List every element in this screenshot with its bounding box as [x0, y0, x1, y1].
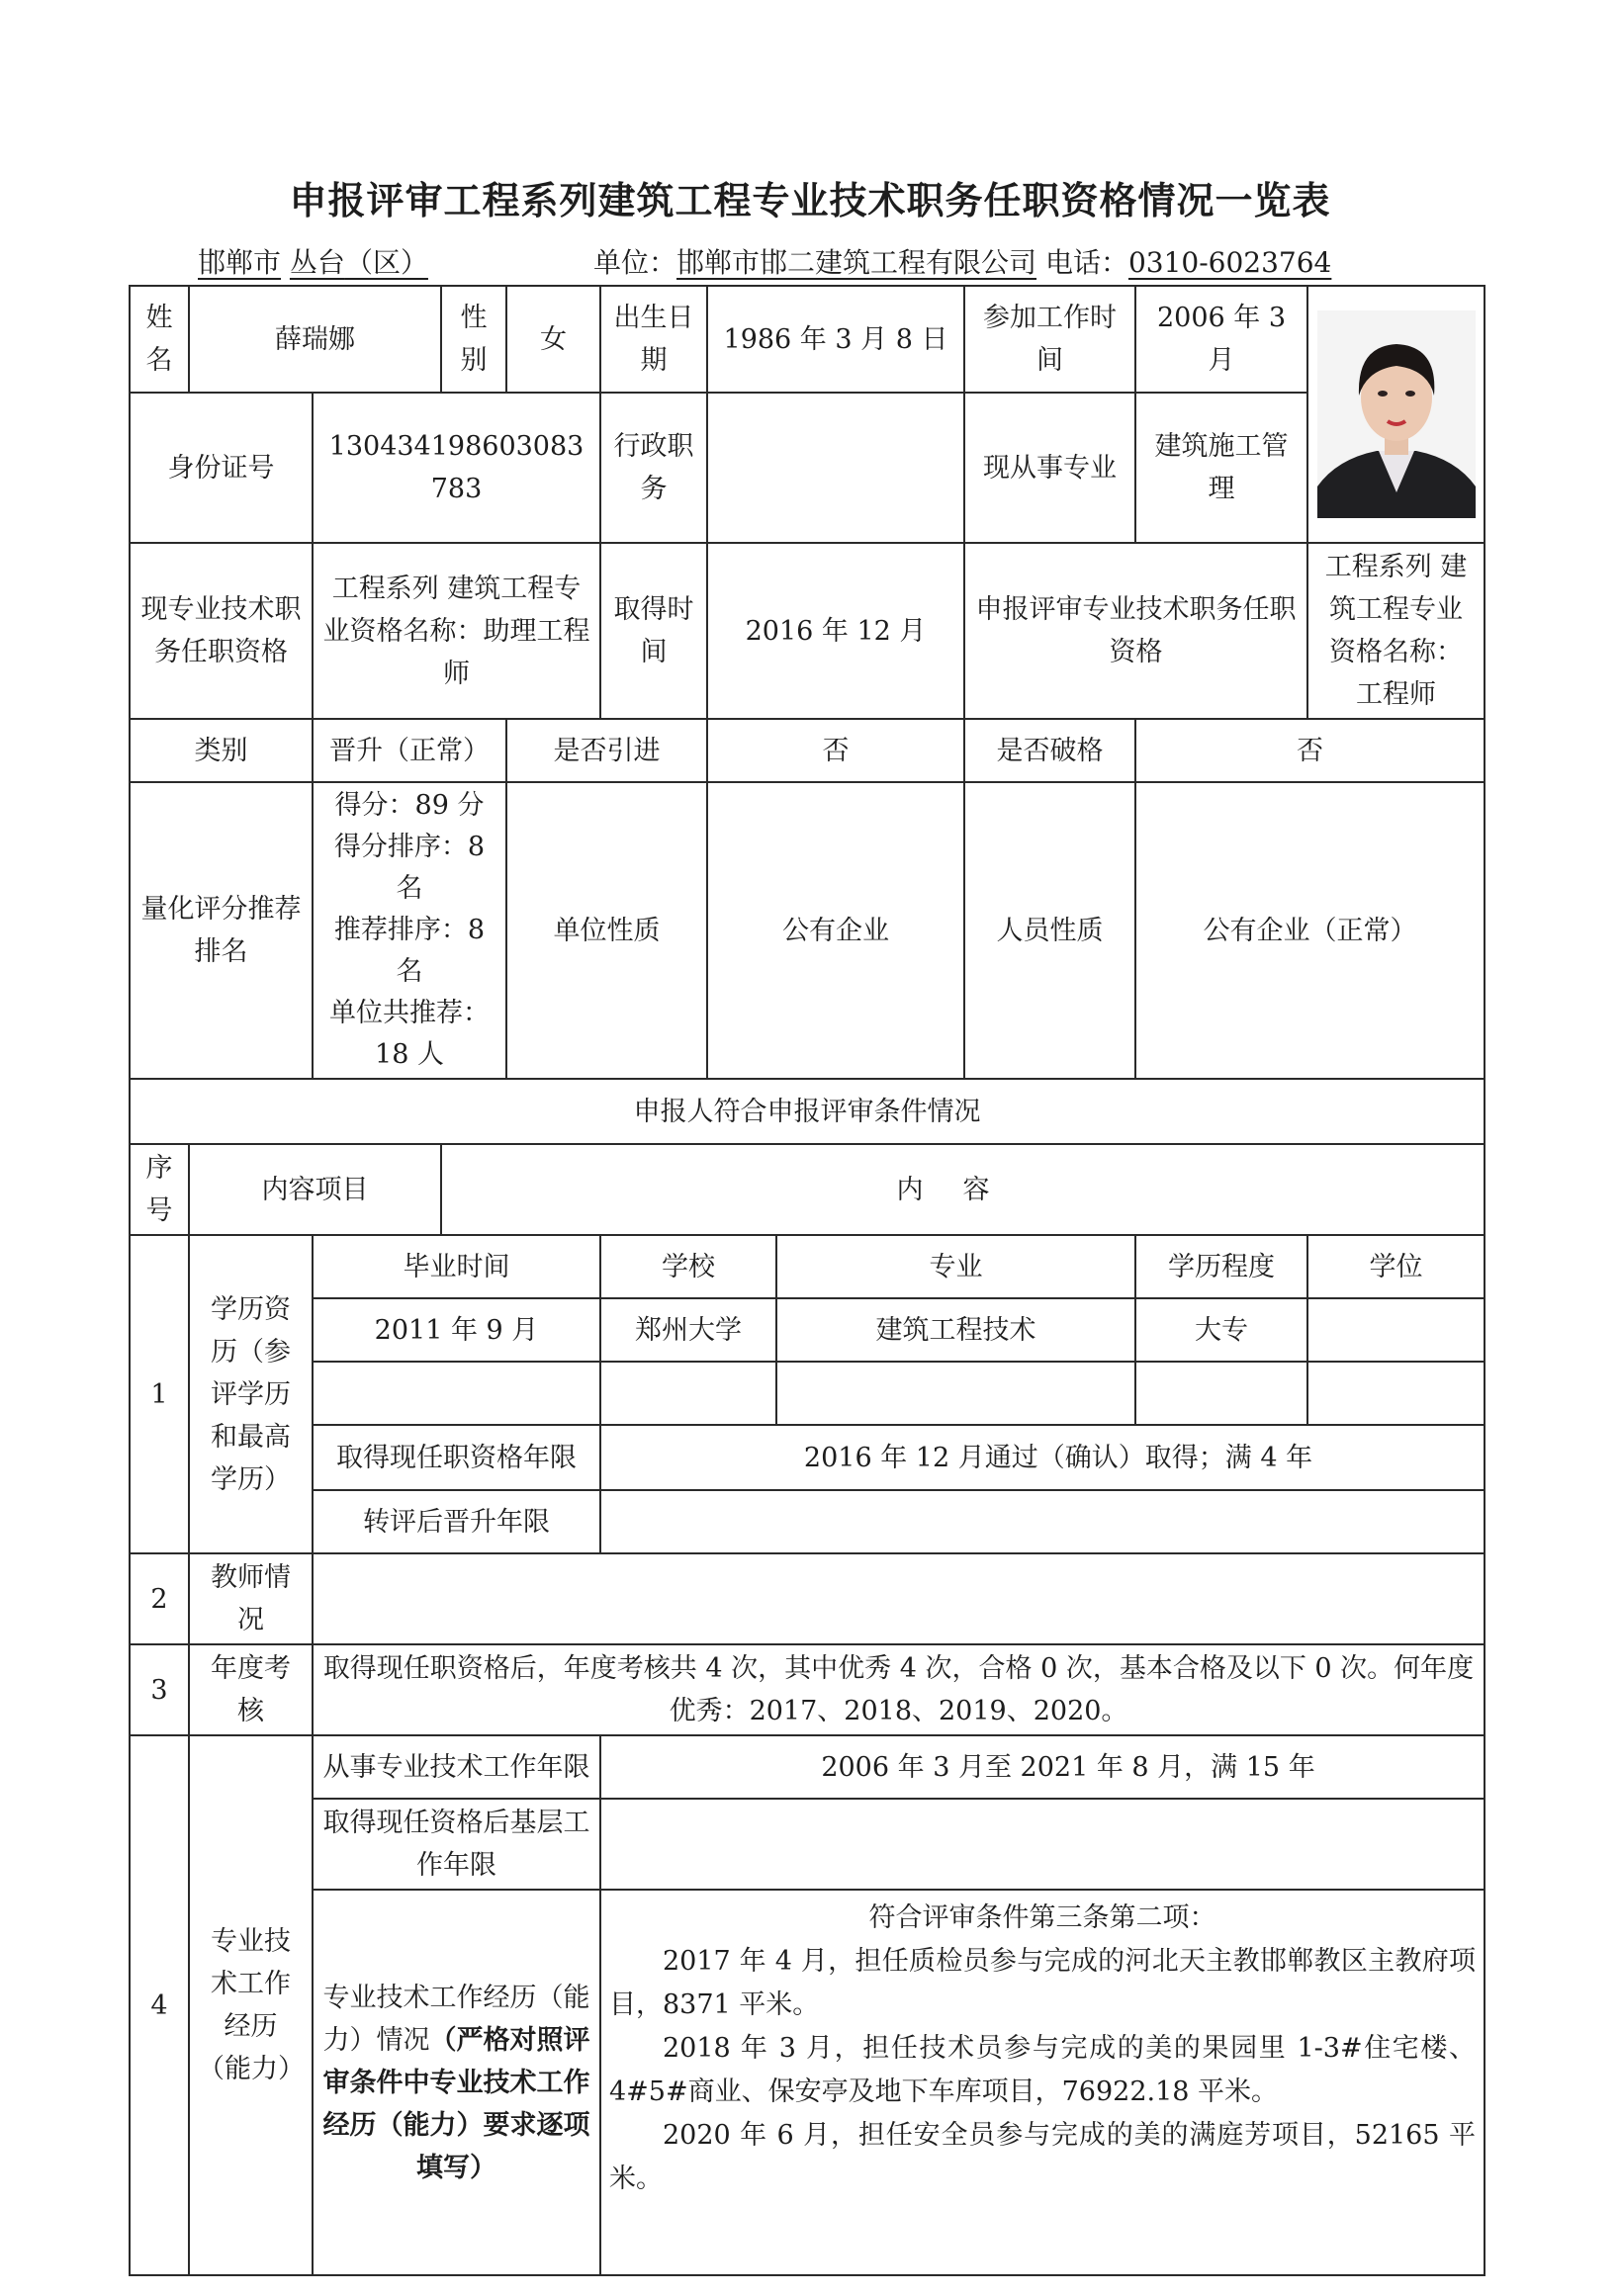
edu-school-empty — [600, 1362, 776, 1425]
row-qual-years — [130, 1425, 1485, 1490]
experience-label: 专业技术工作经历（能力） — [189, 1735, 313, 2275]
row-title — [130, 543, 1485, 719]
apply-title-value: 工程系列 建筑工程专业 资格名称：工程师 — [1307, 543, 1485, 719]
person-nature-label: 人员性质 — [964, 782, 1135, 1079]
row-teacher — [130, 1553, 1485, 1644]
work-start-value: 2006 年 3 月 — [1135, 286, 1307, 393]
unit-name: 邯郸市邯二建筑工程有限公司 — [676, 246, 1037, 279]
id-value: 130434198603083783 — [313, 393, 600, 543]
edu-school: 郑州大学 — [600, 1298, 776, 1362]
score-label: 量化评分推荐排名 — [130, 782, 313, 1079]
experience-detail-content — [600, 1890, 1485, 2275]
edu-degree-empty — [1307, 1362, 1485, 1425]
district: 丛台 — [289, 246, 345, 279]
experience-item: 2020 年 6 月，担任安全员参与完成的美的满庭芳项目，52165 平米。 — [609, 2120, 1477, 2194]
city-line — [198, 243, 428, 283]
current-title-label: 现专业技术职务任职资格 — [130, 543, 313, 719]
row-annual — [130, 1644, 1485, 1735]
row-conditions-header — [130, 1144, 1485, 1235]
edu-graduation-empty — [313, 1362, 600, 1425]
row-experience-detail — [130, 1890, 1485, 2275]
qual-years-label: 取得现任职资格年限 — [313, 1425, 600, 1490]
current-title-value: 工程系列 建筑工程专业资格名称：助理工程师 — [313, 543, 600, 719]
experience-detail-label-b: （严格对照评审条件中专业技术工作经历（能力）要求逐项填写） — [322, 2024, 590, 2183]
teacher-label: 教师情况 — [189, 1553, 313, 1644]
row-id — [130, 393, 1485, 543]
birth-value: 1986 年 3 月 8 日 — [707, 286, 964, 393]
experience-item: 2018 年 3 月，担任技术员参与完成的美的果园里 1-3#住宅楼、4#5#商业、保安亭及地下车库项目，76922.18 平米。 — [609, 2033, 1477, 2107]
experience-item: 2017 年 4 月，担任质检员参与完成的河北天主教邯郸教区主教府项目，8371 平米。 — [609, 1946, 1477, 2020]
edu-header-degree: 学位 — [1307, 1235, 1485, 1298]
row-grassroots — [130, 1799, 1485, 1890]
experience-no: 4 — [130, 1735, 189, 2275]
row-name — [130, 286, 1485, 393]
exception-label: 是否破格 — [964, 719, 1135, 782]
annual-label: 年度考核 — [189, 1644, 313, 1735]
score-rank: 得分排序：8 名 — [333, 832, 486, 904]
annual-no: 3 — [130, 1644, 189, 1735]
phone-number: 0310-6023764 — [1127, 246, 1332, 279]
obtain-value: 2016 年 12 月 — [707, 543, 964, 719]
admin-label: 行政职务 — [600, 393, 707, 543]
row-category — [130, 719, 1485, 782]
edu-graduation: 2011 年 9 月 — [313, 1298, 600, 1362]
teacher-no: 2 — [130, 1553, 189, 1644]
name-value: 薛瑞娜 — [189, 286, 441, 393]
work-years-value: 2006 年 3 月至 2021 年 8 月，满 15 年 — [600, 1735, 1485, 1799]
exception-value: 否 — [1135, 719, 1485, 782]
portrait-photo — [1317, 310, 1476, 518]
row-transfer — [130, 1490, 1485, 1553]
category-value: 晋升（正常） — [313, 719, 506, 782]
city: 邯郸市 — [198, 246, 282, 279]
category-label: 类别 — [130, 719, 313, 782]
gender-value: 女 — [506, 286, 600, 393]
transfer-value — [600, 1490, 1485, 1553]
name-label: 姓名 — [130, 286, 189, 393]
edu-header-major: 专业 — [776, 1235, 1135, 1298]
grassroots-label: 取得现任资格后基层工作年限 — [313, 1799, 600, 1890]
birth-label: 出生日期 — [600, 286, 707, 393]
recommend-total: 单位共推荐：18 人 — [329, 998, 490, 1070]
unit-nature-value: 公有企业 — [707, 782, 964, 1079]
apply-title-label: 申报评审专业技术职务任职资格 — [964, 543, 1307, 719]
unit-nature-label: 单位性质 — [506, 782, 707, 1079]
row-edu-header — [130, 1235, 1485, 1298]
page-title: 申报评审工程系列建筑工程专业技术职务任职资格情况一览表 — [289, 179, 1331, 222]
section-title: 申报人符合申报评审条件情况 — [130, 1079, 1485, 1144]
row-score — [130, 782, 1485, 1079]
unit-label: 单位： — [593, 246, 677, 279]
id-label: 身份证号 — [130, 393, 313, 543]
score-block — [313, 782, 506, 1079]
qual-years-value: 2016 年 12 月通过（确认）取得；满 4 年 — [600, 1425, 1485, 1490]
qualification-table — [129, 285, 1485, 2276]
edu-label: 学历资历（参评学历和最高学历） — [189, 1235, 313, 1553]
content-label: 内容 — [441, 1144, 1485, 1235]
major-label: 现从事专业 — [964, 393, 1135, 543]
unit-line — [593, 243, 1331, 283]
introduced-value: 否 — [707, 719, 964, 782]
photo-cell — [1307, 286, 1485, 543]
edu-row-empty — [130, 1362, 1485, 1425]
item-label: 内容项目 — [189, 1144, 441, 1235]
edu-row — [130, 1298, 1485, 1362]
district-suffix: （区） — [344, 246, 428, 279]
annual-value: 取得现任职资格后，年度考核共 4 次，其中优秀 4 次，合格 0 次，基本合格及以下 0 次。何年度优秀：2017、2018、2019、2020。 — [313, 1644, 1485, 1735]
obtain-label: 取得时间 — [600, 543, 707, 719]
phone-label: 电话： — [1044, 246, 1128, 279]
edu-header-degree-level: 学历程度 — [1135, 1235, 1307, 1298]
transfer-label: 转评后晋升年限 — [313, 1490, 600, 1553]
experience-detail-label — [313, 1890, 600, 2275]
work-years-label: 从事专业技术工作年限 — [313, 1735, 600, 1799]
score-value: 得分：89 分 — [334, 790, 485, 821]
admin-value — [707, 393, 964, 543]
edu-major: 建筑工程技术 — [776, 1298, 1135, 1362]
introduced-label: 是否引进 — [506, 719, 707, 782]
recommend-rank: 推荐排序：8 名 — [333, 915, 486, 987]
row-section-title — [130, 1079, 1485, 1144]
edu-header-school: 学校 — [600, 1235, 776, 1298]
edu-degree — [1307, 1298, 1485, 1362]
person-nature-value: 公有企业（正常） — [1135, 782, 1485, 1079]
grassroots-value — [600, 1799, 1485, 1890]
work-start-label: 参加工作时间 — [964, 286, 1135, 393]
row-work-years — [130, 1735, 1485, 1799]
experience-detail-label-a: 专业技术工作经历（能力）情况 — [322, 1982, 590, 2056]
experience-intro: 符合评审条件第三条第二项： — [868, 1902, 1216, 1933]
edu-major-empty — [776, 1362, 1135, 1425]
teacher-value — [313, 1553, 1485, 1644]
seq-label: 序号 — [130, 1144, 189, 1235]
edu-degree-level-empty — [1135, 1362, 1307, 1425]
edu-no: 1 — [130, 1235, 189, 1553]
edu-header-graduation: 毕业时间 — [313, 1235, 600, 1298]
edu-degree-level: 大专 — [1135, 1298, 1307, 1362]
major-value: 建筑施工管理 — [1135, 393, 1307, 543]
gender-label: 性别 — [441, 286, 506, 393]
